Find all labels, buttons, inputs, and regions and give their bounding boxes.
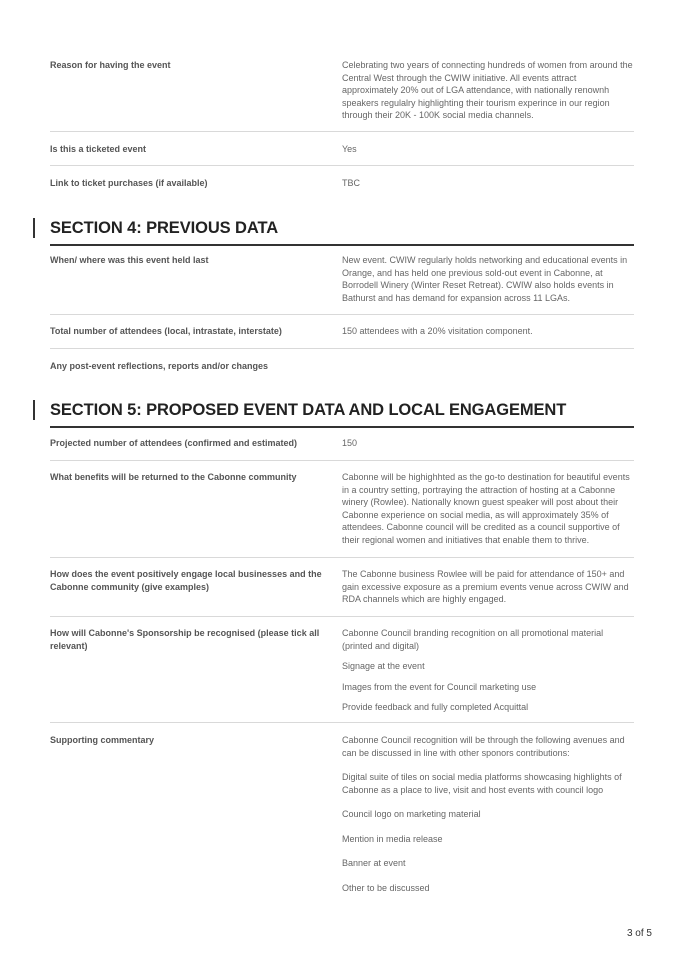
row-label: Link to ticket purchases (if available) <box>50 178 208 188</box>
value-line: Celebrating two years of connecting hundreds of women from around the Central West through the CWIW initiative. All events attract approximately 20% out of LGA attendance, with nationally renownh speakers regulalry highlighting their tourism experince in our region through their 20K - 100K social media channels. <box>342 60 633 120</box>
row-value <box>342 471 634 557</box>
row-label: Supporting commentary <box>50 735 155 745</box>
row-label: Is this a ticketed event <box>50 144 147 154</box>
value-line: Digital suite of tiles on social media platforms showcasing highlights of Cabonne as a place to live, visit and host events with council logo <box>342 772 622 795</box>
section-title: SECTION 4: PREVIOUS DATA <box>50 219 279 237</box>
row-label: Reason for having the event <box>50 60 171 70</box>
value-line: The Cabonne business Rowlee will be paid for attendance of 150+ and gain excessive exposure as a premium events venue across CWIW and RDA channels which are highly engaged. <box>342 569 629 604</box>
row-label: What benefits will be returned to the Cabonne community <box>50 472 297 482</box>
row-value <box>342 59 634 131</box>
value-line: TBC <box>342 178 360 188</box>
row-label: Projected number of attendees (confirmed and estimated) <box>50 438 298 448</box>
section-marker <box>33 400 35 420</box>
row-value <box>342 360 634 380</box>
row-held-last <box>50 254 634 315</box>
value-line: 150 attendees with a 20% visitation component. <box>342 326 533 336</box>
row-community-benefits <box>50 471 634 558</box>
row-label: How will Cabonne's Sponsorship be recognised (please tick all relevant) <box>50 628 320 651</box>
page-number: 3 of 5 <box>626 928 652 939</box>
row-value <box>342 143 634 165</box>
value-line: Cabonne Council recognition will be through the following avenues and can be discussed in line with other sponors contributions: <box>342 735 625 758</box>
row-value <box>342 177 634 197</box>
row-label: How does the event positively engage local businesses and the Cabonne community (give examples) <box>50 569 322 592</box>
value-line: Other to be discussed <box>342 882 430 893</box>
value-line: Cabonne Council branding recognition on all promotional material (printed and digital) <box>342 628 604 651</box>
row-supporting-commentary <box>50 734 634 899</box>
row-reason <box>50 59 634 132</box>
value-line: Banner at event <box>342 858 406 868</box>
row-local-engagement <box>50 568 634 617</box>
section-rule <box>50 426 634 428</box>
row-projected-attendees <box>50 437 634 461</box>
value-line: Council logo on marketing material <box>342 809 481 819</box>
row-value <box>342 734 634 899</box>
value-line: New event. CWIW regularly holds networking and educational events in Orange, and has held one previous sold-out event in Cabonne, at Borrodell Winery (Winter Reset Retreat). CWIW also holds events in Bathurst and has demand for expansion across 11 LGAs. <box>342 255 628 303</box>
row-value <box>342 568 634 616</box>
row-label: Any post-event reflections, reports and/or changes <box>50 361 269 371</box>
section-marker <box>33 218 35 238</box>
row-sponsorship-recognition <box>50 627 634 723</box>
value-line: Mention in media release <box>342 833 443 844</box>
value-line: Provide feedback and fully completed Acquittal <box>342 702 529 712</box>
row-label: When/ where was this event held last <box>50 255 209 265</box>
row-ticketed <box>50 143 634 166</box>
row-value <box>342 627 634 722</box>
section-title: SECTION 5: PROPOSED EVENT DATA AND LOCAL ENGAGEMENT <box>50 401 567 419</box>
row-label: Total number of attendees (local, intrastate, interstate) <box>50 326 282 336</box>
value-line: 150 <box>342 438 358 448</box>
value-line: Yes <box>342 144 357 154</box>
section-rule <box>50 244 634 246</box>
value-line: Images from the event for Council marketing use <box>342 681 537 692</box>
value-line: Cabonne will be highighhted as the go-to destination for beautiful events in a country setting, portraying the attraction of hosting at a Cabonne winery (Rowlee). Nationally known guest speaker will post about their Cabonne experience on social media, as will approximately 35% of attendees. Cabonne council will be credited as a council supportive of their regional women and initiatives that enable them to thrive. <box>342 472 630 545</box>
row-post-event <box>50 360 634 380</box>
row-ticket-link <box>50 177 634 197</box>
row-value <box>342 325 634 348</box>
row-value <box>342 254 634 314</box>
row-attendees-total <box>50 325 634 349</box>
value-line: Signage at the event <box>342 661 425 671</box>
row-value <box>342 437 634 460</box>
